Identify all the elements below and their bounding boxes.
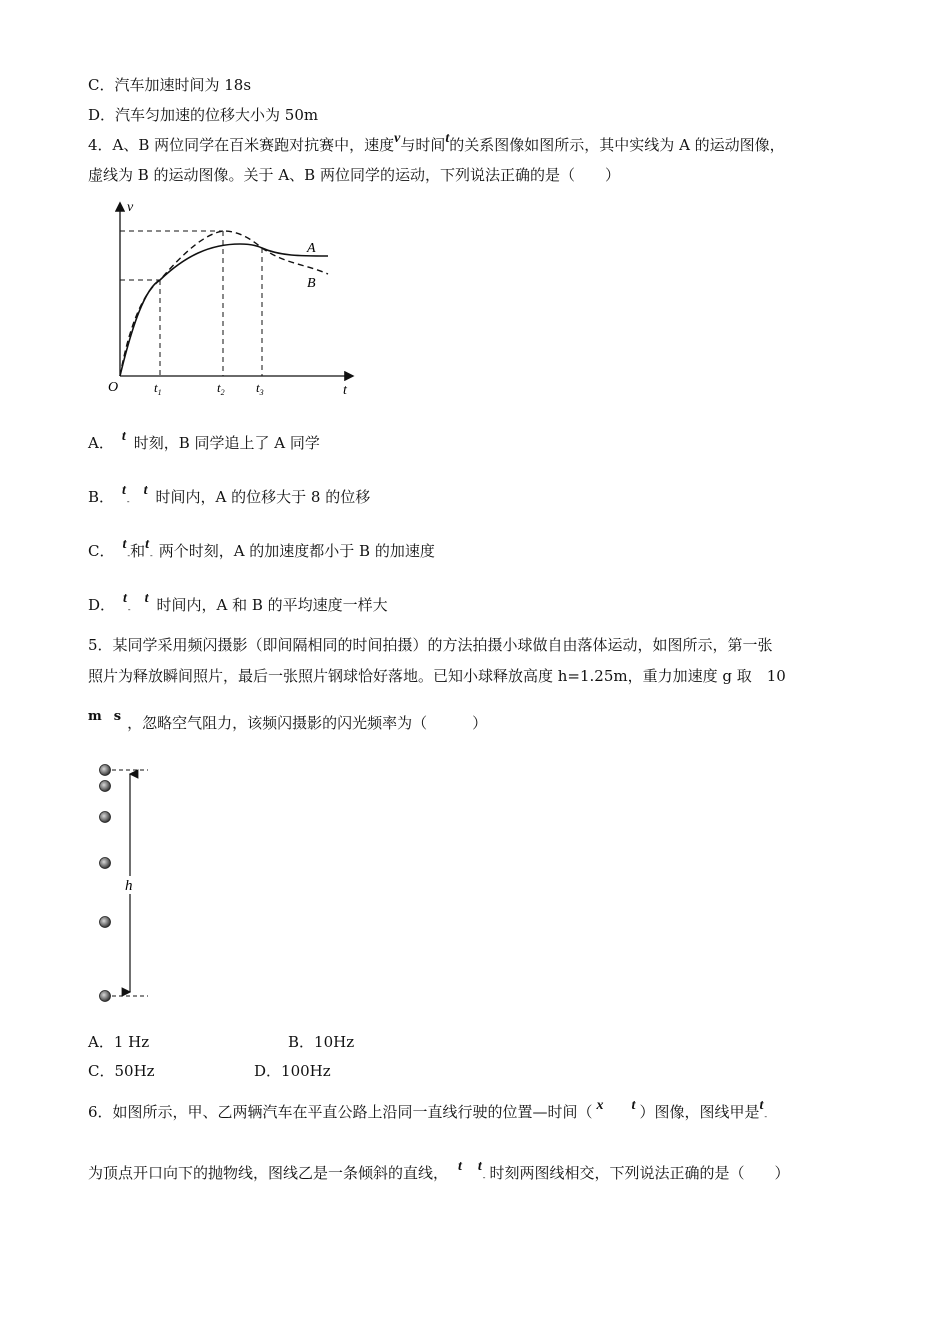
q4-symbol-t: t xyxy=(445,131,450,146)
origin-label: O xyxy=(108,380,119,395)
q4-option-c-prefix: C． xyxy=(88,542,115,560)
q4-option-b-symbol2: t xyxy=(143,483,148,498)
q6-symbol-x: x xyxy=(596,1098,604,1113)
q4-option-b-prefix: B． xyxy=(88,488,115,506)
q4-option-b: B． t-t 时间内，A 的位移大于 8 的位移 xyxy=(88,483,371,506)
ball-6 xyxy=(100,991,111,1002)
t2-label: t xyxy=(217,380,221,395)
q4-vt-graph xyxy=(100,196,360,401)
q5-option-a: A．1 Hz xyxy=(88,1033,150,1051)
t2-sub: 2 xyxy=(220,388,225,397)
t3-label: t xyxy=(256,380,260,395)
q6-symbol-t: t xyxy=(631,1098,636,1113)
q4-option-a-text: 时刻，B 同学追上了 A 同学 xyxy=(133,434,320,452)
q5-option-b: B．10Hz xyxy=(288,1033,355,1051)
q6-stem-line1: 6．如图所示，甲、乙两辆汽车在平直公路上沿同一直线行驶的位置—时间（ x t ）图像，图线甲是t- xyxy=(88,1098,768,1121)
curve-a-label: A xyxy=(307,241,316,256)
q3-option-c: C．汽车加速时间为 18s xyxy=(88,76,252,94)
axis-t-label: t xyxy=(343,383,347,398)
q5-option-d: D．100Hz xyxy=(254,1062,331,1080)
q6-symbol-t-end: t xyxy=(759,1098,764,1113)
q5-unit-m: m xyxy=(88,709,102,724)
q4-option-d-symbol2: t xyxy=(144,591,149,606)
q4-stem-text-a: 4．A、B 两位同学在百米赛跑对抗赛中，速度 xyxy=(88,136,395,154)
q4-option-c-mid: 和 xyxy=(130,542,146,560)
ball-3 xyxy=(100,812,111,823)
q5-stem-line1: 5．某同学采用频闪摄影（即间隔相同的时间拍摄）的方法拍摄小球做自由落体运动，如图所示，第一张 xyxy=(88,636,773,654)
q4-option-d-symbol1: t xyxy=(123,591,127,606)
q4-symbol-v: v xyxy=(394,131,401,146)
t1-label: t xyxy=(154,380,158,395)
q6-stem-text-b: ）图像，图线甲是 xyxy=(639,1103,760,1121)
svg-text:t2 xyxy=(217,380,225,397)
q4-stem-text-b: 与时间 xyxy=(400,136,446,154)
q5-option-c: C．50Hz xyxy=(88,1062,155,1080)
svg-text:t3 xyxy=(256,380,264,397)
ball-2 xyxy=(100,781,111,792)
t1-sub: 1 xyxy=(157,388,162,397)
q5-unit-s: s xyxy=(113,709,122,724)
q6-stem-text-c: 为顶点开口向下的抛物线，图线乙是一条倾斜的直线， xyxy=(88,1164,449,1182)
curve-b-label: B xyxy=(307,276,316,291)
q6-stem-text-d: 时刻两图线相交，下列说法正确的是（ ） xyxy=(489,1164,790,1182)
q6-symbol-t1: t xyxy=(458,1159,462,1174)
q4-option-d-text: 时间内，A 和 B 的平均速度一样大 xyxy=(156,596,388,614)
curve-b xyxy=(120,231,328,376)
axis-v-label: v xyxy=(127,200,134,215)
q6-stem-line2: 为顶点开口向下的抛物线，图线乙是一条倾斜的直线， t t- 时刻两图线相交，下列说法正确的是（ ） xyxy=(88,1159,790,1182)
q6-stem-text-a: 6．如图所示，甲、乙两辆汽车在平直公路上沿同一直线行驶的位置—时间（ xyxy=(88,1103,593,1121)
q4-option-d: D． t-t 时间内，A 和 B 的平均速度一样大 xyxy=(88,591,388,614)
q4-option-c-symbol1: t xyxy=(122,537,127,552)
q4-stem-line2: 虚线为 B 的运动图像。关于 A、B 两位同学的运动，下列说法正确的是（ ） xyxy=(88,166,620,184)
q4-stem-line1 xyxy=(88,131,785,158)
q5-stem-text: ，忽略空气阻力，该频闪摄影的闪光频率为（ ） xyxy=(127,714,488,732)
q4-option-a xyxy=(88,429,320,456)
q5-strobe-figure xyxy=(90,758,160,1008)
q4-option-c-text: 两个时刻，A 的加速度都小于 B 的加速度 xyxy=(158,542,435,560)
q5-stem-line3 xyxy=(88,709,488,736)
q4-option-c-symbol2: t xyxy=(145,537,149,552)
q4-option-b-text: 时间内，A 的位移大于 8 的位移 xyxy=(155,488,371,506)
ball-5 xyxy=(100,917,111,928)
height-label: h xyxy=(125,878,133,894)
q5-stem-line2: 照片为释放瞬间照片，最后一张照片钢球恰好落地。已知小球释放高度 h=1.25m，重力加速度 g 取 10 xyxy=(88,667,786,685)
q4-option-a-symbol: t xyxy=(121,429,126,444)
svg-text:t1 xyxy=(154,380,162,397)
curve-a xyxy=(120,244,328,376)
q3-option-d: D．汽车匀加速的位移大小为 50m xyxy=(88,106,319,124)
t3-sub: 3 xyxy=(259,388,264,397)
ball-4 xyxy=(100,858,111,869)
q4-option-d-prefix: D． xyxy=(88,596,116,614)
q6-symbol-t2: t xyxy=(477,1159,482,1174)
q4-option-c: C． t-和t- 两个时刻，A 的加速度都小于 B 的加速度 xyxy=(88,537,435,560)
ball-1 xyxy=(100,765,111,776)
q4-option-a-prefix: A． xyxy=(88,434,114,452)
q4-option-b-symbol1: t xyxy=(122,483,126,498)
q4-stem-text-c: 的关系图像如图所示，其中实线为 A 的运动图像， xyxy=(449,136,785,154)
